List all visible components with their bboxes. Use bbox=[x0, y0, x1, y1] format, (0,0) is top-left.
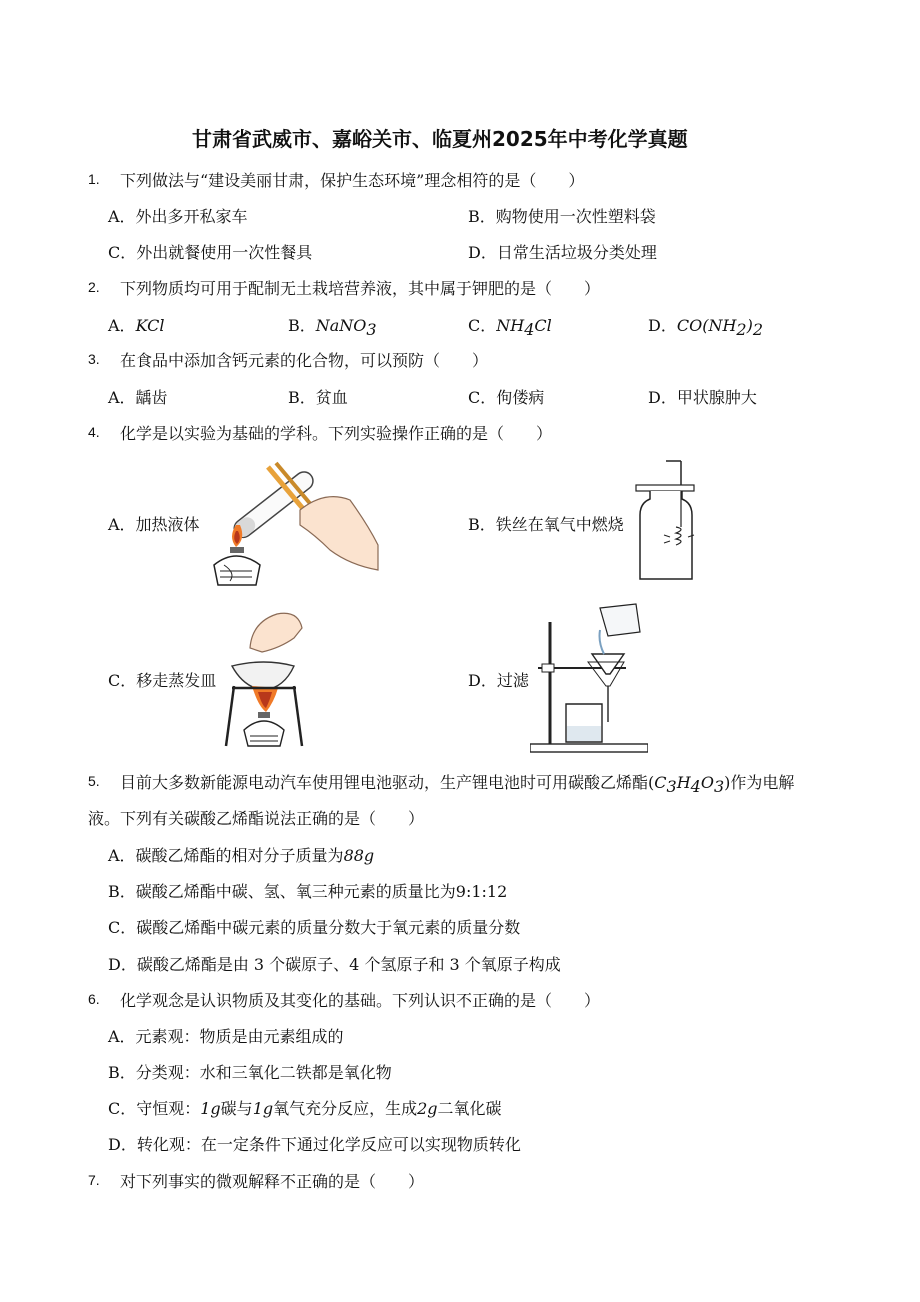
option-c: C．碳酸乙烯酯中碳元素的质量分数大于氧元素的质量分数 bbox=[108, 918, 521, 937]
question-number: 5. bbox=[88, 773, 100, 789]
math-value: 2g bbox=[417, 1099, 438, 1118]
option-label: A． bbox=[108, 316, 136, 335]
iron-wire-oxygen-illustration bbox=[628, 455, 703, 585]
option-text: 二氧化碳 bbox=[437, 1099, 502, 1118]
option-b: B．分类观：水和三氧化二铁都是氧化物 bbox=[108, 1063, 392, 1082]
formula: NH bbox=[496, 316, 525, 335]
question-stem-continued: 液。下列有关碳酸乙烯酯说法正确的是（ ） bbox=[88, 809, 425, 828]
subscript: 3 bbox=[666, 777, 677, 797]
option-text: A．碳酸乙烯酯的相对分子质量为 bbox=[108, 846, 344, 865]
question-stem: 在食品中添加含钙元素的化合物，可以预防（ ） bbox=[120, 351, 489, 370]
formula: KCl bbox=[135, 316, 165, 335]
math-value: 1g bbox=[200, 1099, 221, 1118]
option-text: C．守恒观： bbox=[108, 1099, 201, 1118]
heating-liquid-illustration bbox=[200, 455, 380, 590]
option-text: 氧气充分反应，生成 bbox=[273, 1099, 418, 1118]
subscript: 2 bbox=[736, 320, 747, 340]
question-stem: 下列做法与“建设美丽甘肃，保护生态环境”理念相符的是（ ） bbox=[120, 171, 585, 190]
formula: CO(NH bbox=[676, 316, 737, 335]
subscript: 3 bbox=[713, 777, 725, 797]
question-stem: 对下列事实的微观解释不正确的是（ ） bbox=[120, 1172, 425, 1191]
formula-h: H bbox=[676, 773, 691, 792]
option-a: A．加热液体 bbox=[108, 515, 200, 534]
option-text: 碳与 bbox=[220, 1099, 253, 1118]
subscript: 4 bbox=[524, 320, 535, 340]
formula-o: O bbox=[700, 773, 714, 792]
option-d: D．转化观：在一定条件下通过化学反应可以实现物质转化 bbox=[108, 1135, 521, 1154]
option-b: B．贫血 bbox=[288, 388, 348, 407]
option-c bbox=[468, 313, 552, 339]
option-label: B． bbox=[288, 316, 316, 335]
option-d: D．甲状腺肿大 bbox=[648, 388, 757, 407]
option-d bbox=[648, 313, 763, 339]
option-a: A．外出多开私家车 bbox=[108, 207, 248, 226]
subscript: 2 bbox=[752, 320, 764, 340]
stem-text-tail: )作为电解 bbox=[724, 773, 795, 792]
question-stem: 化学是以实验为基础的学科。下列实验操作正确的是（ ） bbox=[120, 424, 553, 443]
question-stem: 下列物质均可用于配制无土栽培营养液，其中属于钾肥的是（ ） bbox=[120, 279, 601, 298]
option-label: C． bbox=[468, 316, 497, 335]
remove-evaporating-dish-illustration bbox=[222, 608, 304, 750]
stem-text: 目前大多数新能源电动汽车使用锂电池驱动，生产锂电池时可用碳酸乙烯酯( bbox=[120, 773, 655, 792]
option-a: A．元素观：物质是由元素组成的 bbox=[108, 1027, 344, 1046]
option-label: D． bbox=[648, 316, 677, 335]
option-d: D．日常生活垃圾分类处理 bbox=[468, 243, 657, 262]
formula-tail: ) bbox=[746, 316, 753, 335]
option-a: A．龋齿 bbox=[108, 388, 168, 407]
page-title: 甘肃省武威市、嘉峪关市、临夏州2025年中考化学真题 bbox=[192, 127, 688, 151]
formula: NaNO bbox=[315, 316, 367, 335]
question-stem: 化学观念是认识物质及其变化的基础。下列认识不正确的是（ ） bbox=[120, 991, 601, 1010]
option-c bbox=[108, 1096, 502, 1119]
question-stem bbox=[120, 770, 794, 796]
question-number: 6. bbox=[88, 991, 100, 1007]
math-value: 88g bbox=[343, 846, 375, 865]
question-number: 3. bbox=[88, 351, 100, 367]
formula-c: C bbox=[654, 773, 667, 792]
subscript: 3 bbox=[366, 320, 377, 340]
option-a bbox=[108, 313, 164, 336]
option-c: C．佝偻病 bbox=[468, 388, 545, 407]
question-number: 7. bbox=[88, 1172, 100, 1188]
question-number: 2. bbox=[88, 279, 100, 295]
question-number: 1. bbox=[88, 171, 100, 187]
formula-tail: Cl bbox=[534, 316, 552, 335]
math-value: 1g bbox=[252, 1099, 274, 1118]
filtration-illustration bbox=[530, 602, 648, 754]
subscript: 4 bbox=[690, 777, 701, 797]
option-c: C．外出就餐使用一次性餐具 bbox=[108, 243, 313, 262]
option-d: D．碳酸乙烯酯是由 3 个碳原子、4 个氢原子和 3 个氧原子构成 bbox=[108, 955, 561, 974]
option-b: B．铁丝在氧气中燃烧 bbox=[468, 515, 624, 534]
option-c: C．移走蒸发皿 bbox=[108, 671, 217, 690]
option-d: D．过滤 bbox=[468, 671, 529, 690]
question-number: 4. bbox=[88, 424, 100, 440]
option-b bbox=[288, 313, 377, 339]
option-b: B．碳酸乙烯酯中碳、氢、氧三种元素的质量比为9:1:12 bbox=[108, 882, 508, 901]
option-a bbox=[108, 843, 374, 866]
option-b: B．购物使用一次性塑料袋 bbox=[468, 207, 656, 226]
